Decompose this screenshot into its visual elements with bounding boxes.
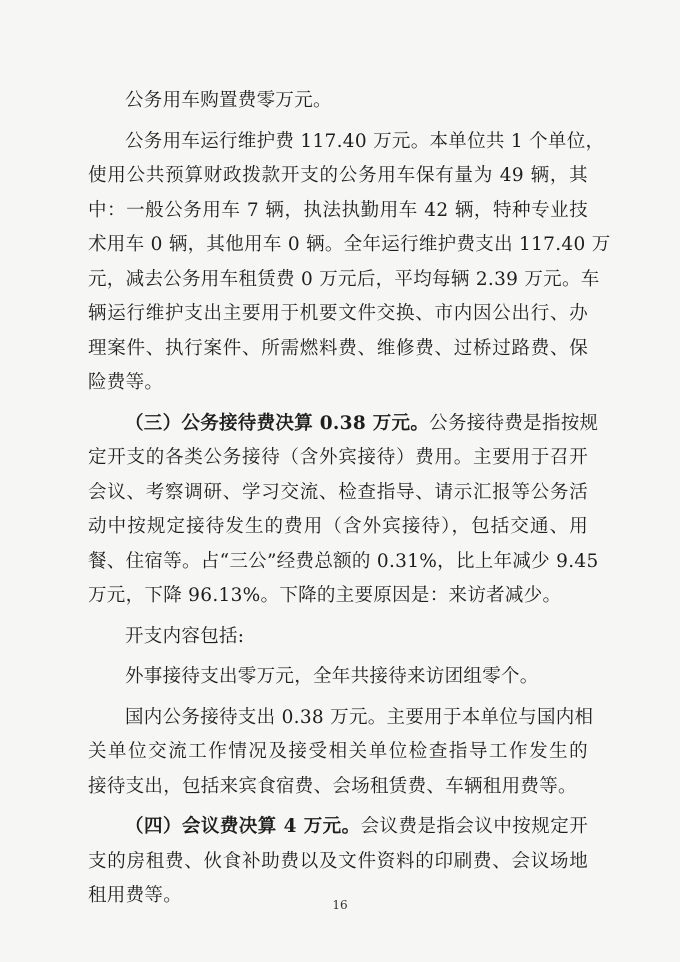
text-line: （四）会议费决算 4 万元。会议费是指会议中按规定开 xyxy=(125,816,588,837)
text-line: 理案件、执行案件、所需燃料费、维修费、过桥过路费、保 xyxy=(88,337,588,359)
text-line: 定开支的各类公务接待（含外宾接待）费用。主要用于召开 xyxy=(88,447,588,468)
text-line: （三）公务接待费决算 0.38 万元。公务接待费是指按规 xyxy=(125,412,599,434)
text-line: 接待支出，包括来宾食宿费、会场租赁费、车辆租用费等。 xyxy=(88,775,577,797)
text-line: 外事接待支出零万元，全年共接待来访团组零个。 xyxy=(125,666,539,687)
text-line: 元，减去公务用车租赁费 0 万元后，平均每辆 2.39 万元。车 xyxy=(88,268,600,290)
text-line: 开支内容包括: xyxy=(125,625,245,647)
text-line: 动中按规定接待发生的费用（含外宾接待），包括交通、用 xyxy=(88,516,588,537)
page-number: 16 xyxy=(332,898,348,912)
text-line: 国内公务接待支出 0.38 万元。主要用于本单位与国内相 xyxy=(125,706,594,728)
text-line: 使用公共预算财政拨款开支的公务用车保有量为 49 辆，其 xyxy=(88,165,588,186)
section-heading-four: （四）会议费决算 4 万元。 xyxy=(125,816,361,837)
section-heading-three: （三）公务接待费决算 0.38 万元。 xyxy=(125,412,430,434)
text-line: 万元，下降 96.13%。下降的主要原因是：来访者减少。 xyxy=(88,585,562,606)
text-line: 中：一般公务用车 7 辆，执法执勤用车 42 辆，特种专业技 xyxy=(88,199,588,221)
text-line: 餐、住宿等。占“三公”经费总额的 0.31%，比上年减少 9.45 xyxy=(88,550,599,572)
text-line: 支的房租费、伙食补助费以及文件资料的印刷费、会议场地 xyxy=(88,850,588,872)
text-line: 险费等。 xyxy=(88,372,164,393)
text-line: 公务用车运行维护费 117.40 万元。本单位共 1 个单位， xyxy=(125,130,605,152)
text-line: 公务用车购置费零万元。 xyxy=(125,90,332,111)
body-text xyxy=(88,84,611,914)
text-line: 辆运行维护支出主要用于机要文件交换、市内因公出行、办 xyxy=(88,303,588,324)
text-line: 会议、考察调研、学习交流、检查指导、请示汇报等公务活 xyxy=(88,481,588,503)
text-line: 租用费等。 xyxy=(88,885,183,906)
text-line: 关单位交流工作情况及接受相关单位检查指导工作发生的 xyxy=(88,741,588,762)
text-line: 术用车 0 辆，其他用车 0 辆。全年运行维护费支出 117.40 万 xyxy=(88,234,611,255)
